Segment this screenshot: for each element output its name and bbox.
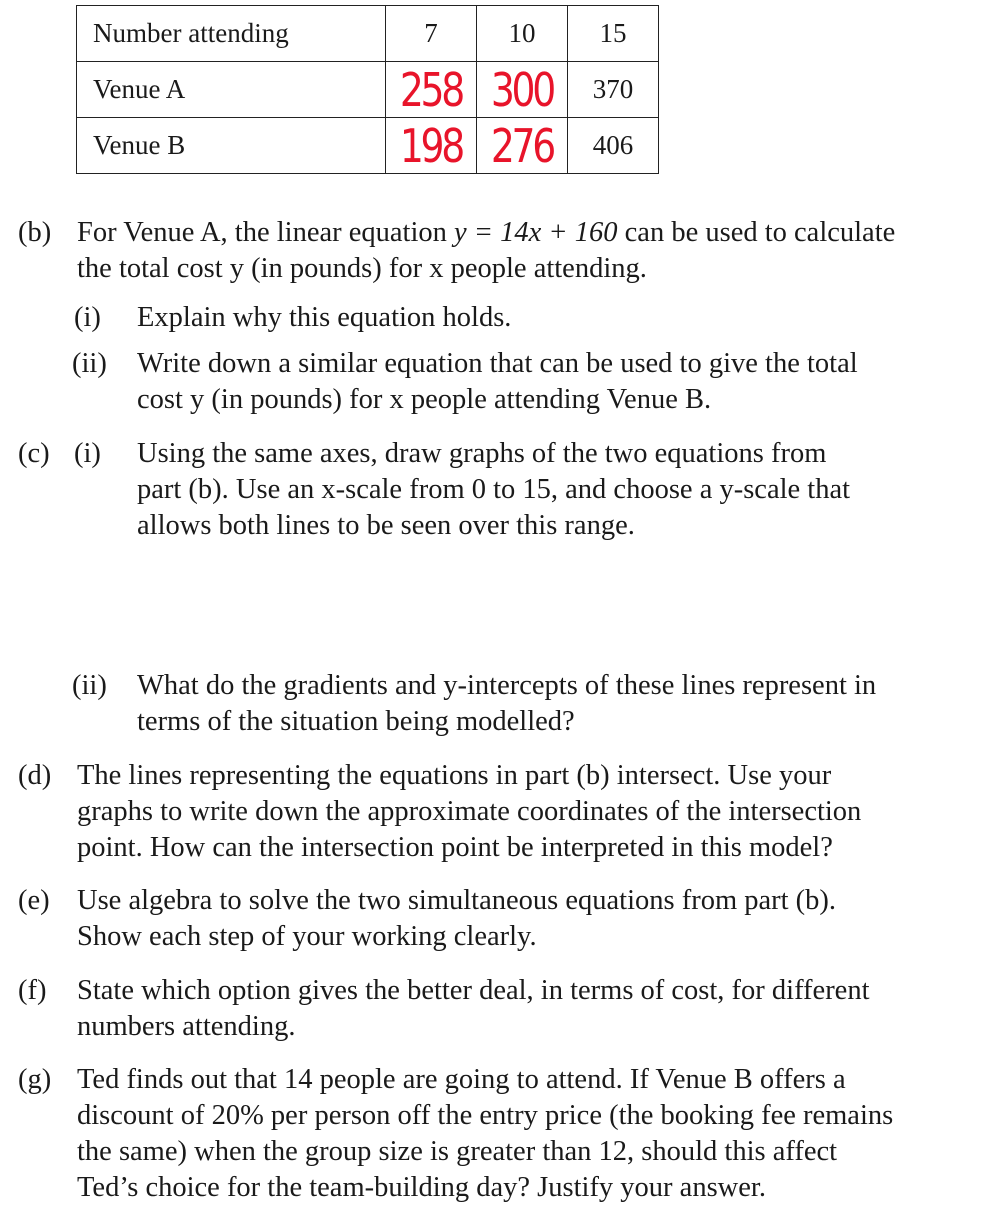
part-e-marker: (e) <box>18 885 50 916</box>
attendance-cost-table <box>76 5 659 174</box>
part-g-line4: Ted’s choice for the team-building day? Justify your answer. <box>77 1172 766 1203</box>
header-label: Number attending <box>77 6 386 62</box>
row-label: Venue B <box>77 118 386 174</box>
part-e-line2: Show each step of your working clearly. <box>77 921 537 952</box>
handwritten-cell <box>386 62 477 118</box>
handwritten-value: 300 <box>490 62 554 117</box>
part-c-i-marker: (i) <box>74 438 101 469</box>
handwritten-cell <box>477 118 568 174</box>
table-header-row <box>77 6 659 62</box>
table-cell: 370 <box>568 62 659 118</box>
part-g-line2: discount of 20% per person off the entry price (the booking fee remains <box>77 1100 894 1131</box>
part-g-marker: (g) <box>18 1064 52 1095</box>
part-g-line3: the same) when the group size is greater than 12, should this affect <box>77 1136 838 1167</box>
part-f-marker: (f) <box>18 975 47 1006</box>
part-c-i-line3: allows both lines to be seen over this range. <box>137 510 635 541</box>
table-cell: 406 <box>568 118 659 174</box>
part-c-ii-marker: (ii) <box>72 670 107 701</box>
part-d-line1: The lines representing the equations in part (b) intersect. Use your <box>77 760 832 791</box>
part-g-line1: Ted finds out that 14 people are going to attend. If Venue B offers a <box>77 1064 846 1095</box>
table-row-venue-a <box>77 62 659 118</box>
part-b-line1 <box>77 215 895 251</box>
text: can be used to calculate <box>617 217 896 248</box>
part-c-i-line2: part (b). Use an x-scale from 0 to 15, and choose a y-scale that <box>137 474 851 505</box>
handwritten-cell <box>477 62 568 118</box>
part-b-ii-line2: cost y (in pounds) for x people attending Venue B. <box>137 384 712 415</box>
part-b-marker: (b) <box>18 217 52 248</box>
part-d-line2: graphs to write down the approximate coordinates of the intersection <box>77 796 862 827</box>
part-d-line3: point. How can the intersection point be interpreted in this model? <box>77 832 833 863</box>
part-e-line1: Use algebra to solve the two simultaneous equations from part (b). <box>77 885 837 916</box>
handwritten-cell <box>386 118 477 174</box>
header-cell: 7 <box>386 6 477 62</box>
part-b-i-marker: (i) <box>74 302 101 333</box>
equation: y = 14x + 160 <box>454 217 618 248</box>
header-cell: 10 <box>477 6 568 62</box>
table-row-venue-b <box>77 118 659 174</box>
part-f-line1: State which option gives the better deal, in terms of cost, for different <box>77 975 870 1006</box>
part-c-ii-line1: What do the gradients and y-intercepts of these lines represent in <box>137 670 877 701</box>
part-b-ii-marker: (ii) <box>72 348 107 379</box>
part-c-ii-line2: terms of the situation being modelled? <box>137 706 575 737</box>
part-b-i-text: Explain why this equation holds. <box>137 302 512 333</box>
part-b-ii-line1: Write down a similar equation that can be used to give the total <box>137 348 858 379</box>
part-c-marker: (c) <box>18 438 50 469</box>
part-f-line2: numbers attending. <box>77 1011 296 1042</box>
handwritten-value: 258 <box>399 62 463 117</box>
part-c-i-line1: Using the same axes, draw graphs of the two equations from <box>137 438 827 469</box>
handwritten-value: 276 <box>490 118 554 173</box>
row-label: Venue A <box>77 62 386 118</box>
header-cell: 15 <box>568 6 659 62</box>
handwritten-value: 198 <box>399 118 463 173</box>
part-b-line2: the total cost y (in pounds) for x people attending. <box>77 253 647 284</box>
text: For Venue A, the linear equation <box>77 217 455 248</box>
part-d-marker: (d) <box>18 760 52 791</box>
